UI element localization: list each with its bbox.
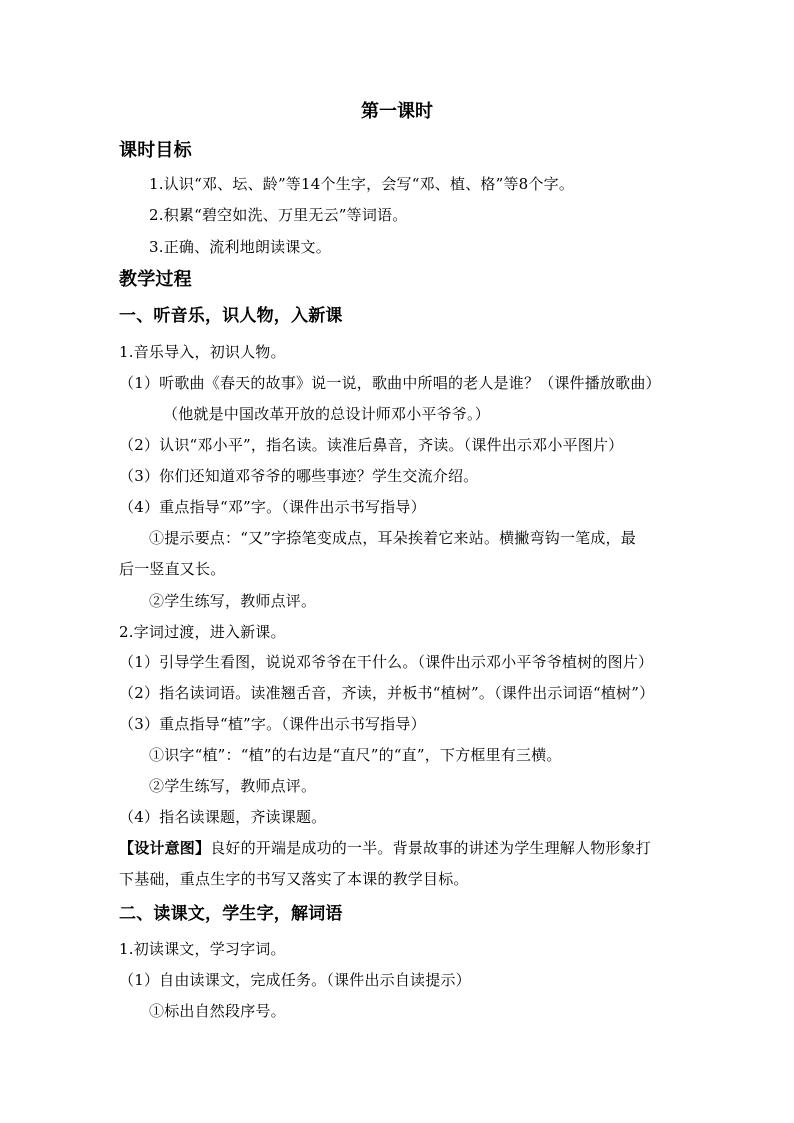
goal-item-2: 2.积累“碧空如洗、万里无云”等词语。 bbox=[149, 206, 408, 224]
part1-line: 后一竖直又长。 bbox=[119, 560, 226, 578]
part1-heading: 一、听音乐，识人物，入新课 bbox=[119, 306, 343, 326]
goal-item-1: 1.认识“邓、坛、龄”等14个生字，会写“邓、植、格”等8个字。 bbox=[149, 175, 575, 193]
part2-heading: 二、读课文，学生字，解词语 bbox=[119, 904, 343, 924]
part1-line: （3）你们还知道邓爷爷的哪些事迹？学生交流介绍。 bbox=[119, 467, 479, 485]
part1-line: ①识字“植”：“植”的右边是“直尺”的“直”，下方框里有三横。 bbox=[149, 746, 562, 764]
goal-item-3: 3.正确、流利地朗读课文。 bbox=[149, 238, 331, 256]
part2-line: ①标出自然段序号。 bbox=[149, 1002, 286, 1020]
design-intent-line-2: 下基础，重点生字的书写又落实了本课的教学目标。 bbox=[119, 870, 469, 888]
part1-line: 2.字词过渡，进入新课。 bbox=[119, 623, 286, 641]
part1-line: （1）引导学生看图，说说邓爷爷在干什么。（课件出示邓小平爷爷植树的图片） bbox=[119, 653, 654, 671]
part1-line: （他就是中国改革开放的总设计师邓小平爷爷。） bbox=[163, 405, 490, 423]
part1-line: （2）认识“邓小平”，指名读。读准后鼻音，齐读。（课件出示邓小平图片） bbox=[119, 436, 624, 454]
page-title: 第一课时 bbox=[361, 101, 433, 122]
design-intent-label: 【设计意图】 bbox=[119, 839, 211, 857]
goals-heading: 课时目标 bbox=[119, 140, 192, 161]
design-intent-line-1 bbox=[119, 838, 651, 858]
design-intent-text: 良好的开端是成功的一半。背景故事的讲述为学生理解人物形象打 bbox=[210, 839, 652, 857]
part1-line: （3）重点指导“植”字。（课件出示书写指导） bbox=[119, 715, 426, 733]
part1-line: （4）重点指导“邓”字。（课件出示书写指导） bbox=[119, 498, 426, 516]
part1-line: （1）听歌曲《春天的故事》说一说，歌曲中所唱的老人是谁？（课件播放歌曲） bbox=[119, 374, 661, 392]
part1-line: ①提示要点：“又”字捺笔变成点，耳朵挨着它来站。横撇弯钩一笔成，最 bbox=[149, 529, 636, 547]
part2-line: 1.初读课文，学习字词。 bbox=[119, 940, 286, 958]
part2-line: （1）自由读课文，完成任务。（课件出示自读提示） bbox=[119, 971, 471, 989]
part1-line: （4）指名读课题，齐读课题。 bbox=[119, 808, 327, 826]
process-heading: 教学过程 bbox=[119, 269, 192, 290]
part1-line: ②学生练写，教师点评。 bbox=[149, 592, 317, 610]
part1-line: ②学生练写，教师点评。 bbox=[149, 777, 317, 795]
part1-line: （2）指名读词语。读准翘舌音，齐读，并板书“植树”。（课件出示词语“植树”） bbox=[119, 684, 655, 702]
part1-line: 1.音乐导入，初识人物。 bbox=[119, 343, 286, 361]
